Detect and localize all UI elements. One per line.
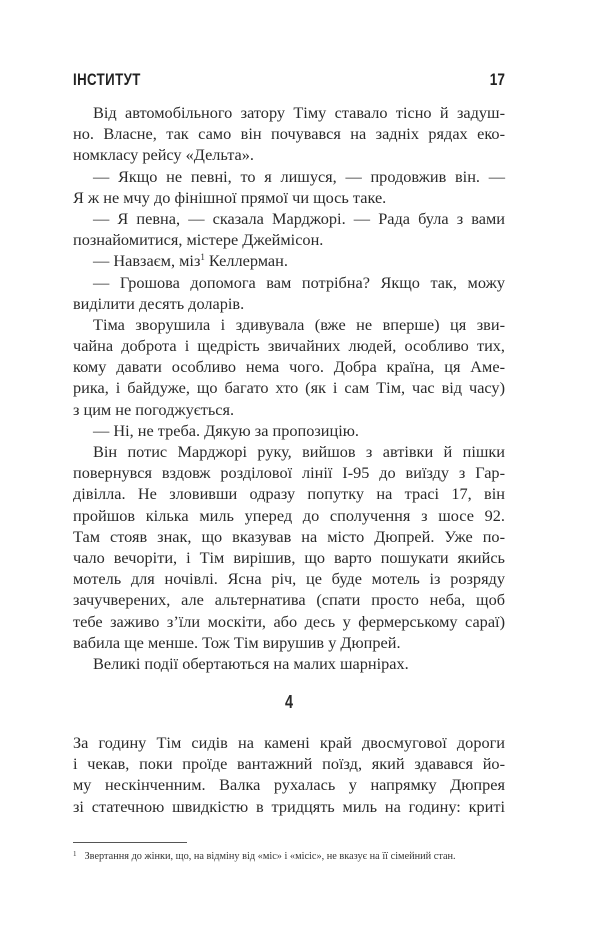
text-line: Я ж не мчу до фінішної прямої чи щось таке.: [73, 187, 387, 207]
text-line: зі статечною швидкістю в тридцять миль на годину: криті: [73, 796, 505, 816]
text-line: — Ні, не треба. Дякую за пропозицію.: [93, 420, 359, 440]
page-body: [73, 102, 505, 817]
section-1: [73, 102, 505, 674]
text-line: мотель для ночівлі. Ясна річ, це буде мотель із розряду: [73, 569, 505, 589]
text-line: Там стояв знак, що вказував на місто Дюпрей. Уже по-: [73, 526, 505, 546]
text-line: дівілла. Не зловивши одразу попутку на трасі 17, він: [73, 484, 505, 504]
footnote-divider: [73, 842, 187, 843]
paragraph: [73, 441, 505, 653]
text-segment: — Навзаєм, міз: [93, 251, 201, 271]
text-line: — Я певна, — сказала Марджорі. — Рада була з вами: [93, 208, 505, 228]
paragraph: [73, 250, 505, 271]
paragraph: [73, 208, 505, 250]
text-line: — Грошова допомога вам потрібна? Якщо так, можу: [93, 272, 505, 292]
text-line: За годину Тім сидів на камені край двосмугової дороги: [73, 733, 505, 753]
text-line: кому давати особливо нема чого. Добра країна, ця Аме-: [73, 357, 505, 377]
text-line: номкласу рейсу «Дельта».: [73, 145, 254, 165]
text-line: му нескінченним. Валка рухалась у напрямку Дюпрея: [73, 775, 505, 795]
paragraph: [73, 420, 505, 441]
page-number: 17: [489, 70, 505, 89]
paragraph: [73, 166, 505, 208]
text-line: но. Власне, так само він почувався на задніх рядах еко-: [73, 124, 505, 144]
text-line: — Якщо не певні, то я лишуся, — продовжив він. —: [93, 166, 505, 186]
footnote: [73, 850, 513, 862]
running-header-title: ІНСТИТУТ: [73, 70, 141, 89]
text-segment: Келлерман.: [208, 251, 288, 271]
chapter-number: 4: [284, 692, 293, 713]
text-line: вабила ще менше. Тож Тім вирушив у Дюпрей.: [73, 632, 401, 652]
text-line: Від автомобільного затору Тіму ставало тісно й задуш-: [93, 103, 505, 122]
text-line: і чекав, поки проїде вантажний поїзд, який здавався йо-: [73, 754, 505, 774]
paragraph: [73, 102, 505, 166]
text-line: зачучверених, але альтернатива (спати просто неба, щоб: [73, 590, 505, 610]
text-line: тебе заживо з’їли москіти, або десь у фермерському сараї): [73, 611, 505, 631]
text-line: виділити десять доларів.: [73, 293, 245, 313]
text-line: Він потис Марджорі руку, вийшов з автівки й пішки: [93, 442, 505, 461]
text-line: пройшов кілька миль уперед до сполучення з шосе 92.: [73, 505, 505, 525]
text-line: з цим не погоджується.: [73, 399, 235, 419]
text-line: Великі події обертаються на малих шарнірах.: [93, 653, 409, 673]
text-line: повернувся вздовж розділової лінії І-95 до виїзду з Гар-: [73, 463, 505, 483]
footnote-reference[interactable]: 1: [200, 252, 205, 263]
paragraph: [73, 732, 505, 817]
text-line: [73, 250, 505, 271]
paragraph: [73, 272, 505, 314]
text-line: познайомитися, містере Джеймісон.: [73, 230, 324, 250]
paragraph: [73, 314, 505, 420]
text-line: Тіма зворушила і здивувала (вже не вперше) ця зви-: [93, 314, 505, 334]
paragraph: [73, 653, 505, 674]
text-line: чайна доброта і щедрість звичайних людей, особливо тих,: [73, 336, 505, 356]
footnote-text: Звертання до жінки, що, на відміну від «міс» і «місіс», не вказує на її сімейний стан.: [84, 851, 456, 862]
text-line: чало вечоріти, і Тім вирішив, що варто пошукати якийсь: [73, 547, 505, 567]
text-line: рика, і байдуже, що багато хто (як і сам Тім, час від часу): [73, 378, 505, 398]
section-2: [73, 732, 505, 817]
footnote-mark: 1: [73, 850, 77, 858]
